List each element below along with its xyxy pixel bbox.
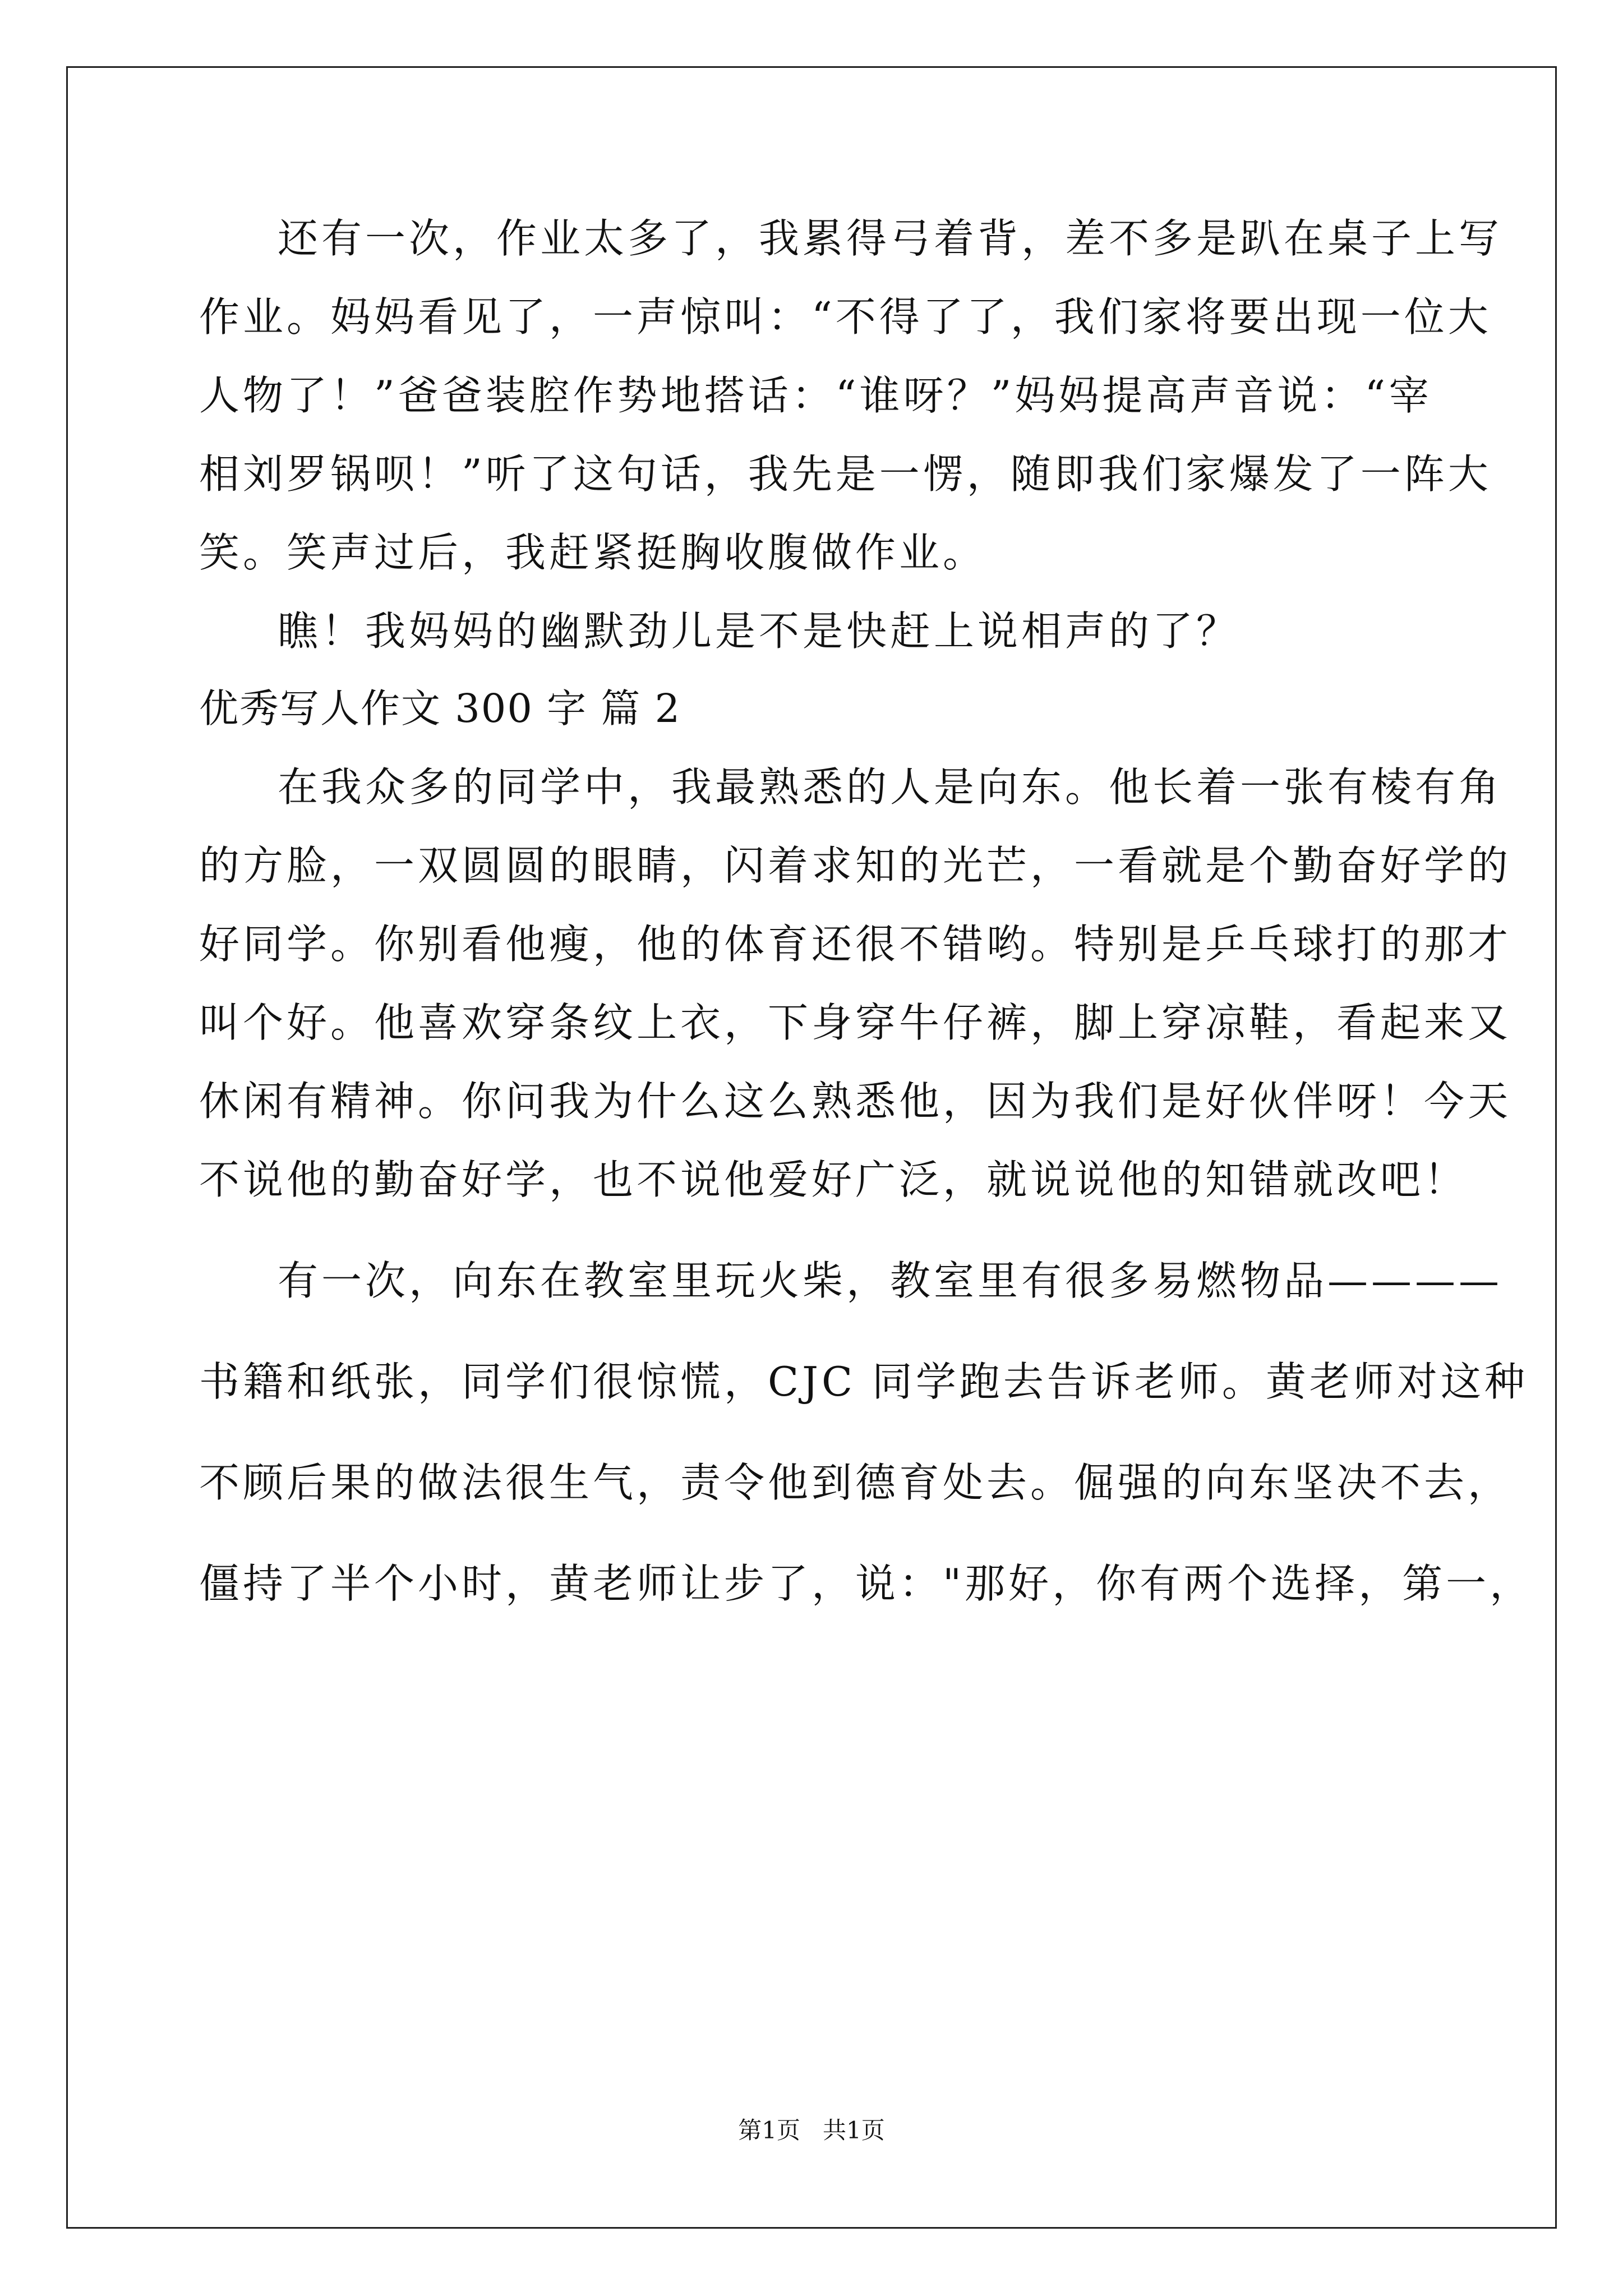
paragraph-line: 不顾后果的做法很生气，责令他到德育处去。倔强的向东坚决不去，: [199, 1459, 1512, 1506]
paragraph-line: 笑。笑声过后，我赶紧挺胸收腹做作业。: [199, 529, 987, 576]
paragraph-line: 相刘罗锅呗！”听了这句话，我先是一愣，随即我们家爆发了一阵大: [199, 450, 1492, 498]
paragraph-line: 休闲有精神。你问我为什么这么熟悉他，因为我们是好伙伴呀！今天: [199, 1078, 1512, 1125]
paragraph-line: 在我众多的同学中，我最熟悉的人是向东。他长着一张有棱有角: [278, 763, 1503, 811]
page-footer: 第1页 共1页: [738, 2116, 885, 2144]
paragraph-line: 好同学。你别看他瘦，他的体育还很不错哟。特别是乒乓球打的那才: [199, 921, 1512, 968]
paragraph-line: 瞧！我妈妈的幽默劲儿是不是快赶上说相声的了？: [278, 608, 1241, 655]
paragraph-line: 不说他的勤奋好学，也不说他爱好广泛，就说说他的知错就改吧！: [199, 1156, 1468, 1203]
paragraph-line: 有一次，向东在教室里玩火柴，教室里有很多易燃物品————: [278, 1257, 1503, 1304]
paragraph-line: 还有一次，作业太多了，我累得弓着背，差不多是趴在桌子上写: [278, 215, 1503, 262]
paragraph-line: 僵持了半个小时，黄老师让步了，说："那好，你有两个选择，第一，: [199, 1560, 1534, 1607]
paragraph-line: 叫个好。他喜欢穿条纹上衣，下身穿牛仔裤，脚上穿凉鞋，看起来又: [199, 999, 1512, 1046]
paragraph-line: 作业。妈妈看见了，一声惊叫：“不得了了，我们家将要出现一位大: [199, 293, 1492, 341]
paragraph-line: 人物了！”爸爸装腔作势地搭话：“谁呀？”妈妈提高声音说：“宰: [199, 372, 1433, 419]
section-heading: 优秀写人作文 300 字 篇 2: [199, 685, 681, 731]
paragraph-line: 的方脸，一双圆圆的眼睛，闪着求知的光芒，一看就是个勤奋好学的: [199, 842, 1512, 889]
paragraph-line: 书籍和纸张，同学们很惊慌，CJC 同学跑去告诉老师。黄老师对这种: [199, 1358, 1528, 1405]
